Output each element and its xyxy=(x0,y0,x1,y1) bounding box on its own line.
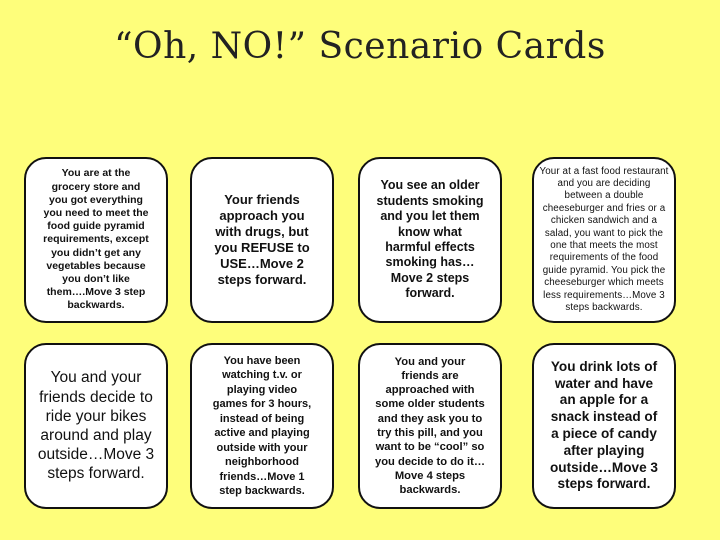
scenario-card-text: You and your friends decide to ride your bikes around and play outside…Move 3 steps forward. xyxy=(37,369,155,483)
scenario-card-text: Your friends approach you with drugs, but you REFUSE to USE…Move 2 steps forward. xyxy=(214,192,310,287)
scenario-card-text: You see an older students smoking and you let them know what harmful effects smoking has…Move 2 steps forward. xyxy=(376,178,484,301)
scenario-card-1[interactable] xyxy=(24,157,168,323)
scenario-card-3[interactable] xyxy=(358,157,502,323)
scenario-card-8[interactable] xyxy=(532,343,676,509)
scenario-card-4[interactable] xyxy=(532,157,676,323)
scenario-card-7[interactable] xyxy=(358,343,502,509)
scenario-card-text: You and your friends are approached with some older students and they ask you to try this pill, and you want to be “cool” so you decide to do it…Move 4 steps backwards. xyxy=(375,355,486,497)
scenario-card-text: You drink lots of water and have an apple for a snack instead of a piece of candy after playing outside…Move 3 steps forward. xyxy=(549,358,658,492)
scenario-card-2[interactable] xyxy=(190,157,334,323)
scenario-card-text: Your at a fast food restaurant and you are deciding between a double cheeseburger and fries or a chicken sandwich and a salad, you want to pick the one that meets the most requirements of the food guide pyramid. You pick the cheeseburger which meets less requirements…Move 3 steps backwards. xyxy=(539,165,669,314)
scenario-card-6[interactable] xyxy=(190,343,334,509)
page-title: “Oh, NO!” Scenario Cards xyxy=(114,26,606,67)
scenario-card-5[interactable] xyxy=(24,343,168,509)
scenario-card-text: You have been watching t.v. or playing video games for 3 hours, instead of being active and playing outside with your neighborhood friends…Move 1 step backwards. xyxy=(212,354,312,497)
scenario-card-text: You are at the grocery store and you got everything you need to meet the food guide pyramid requirements, except you didn’t get any vegetables because you don’t like them….Move 3 step backwards. xyxy=(43,167,149,312)
